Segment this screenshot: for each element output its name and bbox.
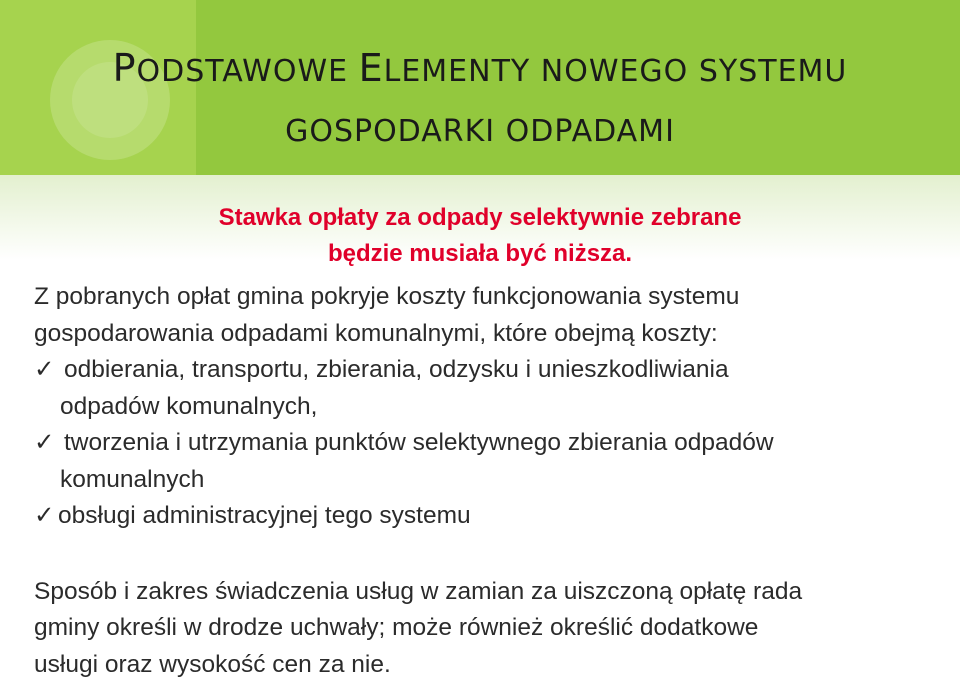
list-item-1 bbox=[34, 352, 934, 389]
list-item-1-text: odbierania, transportu, zbierania, odzysku i unieszkodliwiania bbox=[64, 356, 729, 383]
intro-line-2: gospodarowania odpadami komunalnymi, które obejmą koszty: bbox=[34, 319, 718, 347]
intro-line-1: Z pobranych opłat gmina pokryje koszty funkcjonowania systemu bbox=[34, 283, 740, 310]
slide-title-line-2: GOSPODARKI ODPADAMI bbox=[285, 114, 675, 149]
list-item-2 bbox=[34, 425, 934, 462]
list-item-3-text: obsługi administracyjnej tego systemu bbox=[58, 502, 471, 529]
title-text-a: ODSTAWOWE bbox=[136, 54, 359, 89]
list-item-3 bbox=[34, 498, 934, 535]
slide-title-line-1 bbox=[0, 38, 960, 102]
title-initial-p: P bbox=[112, 46, 137, 90]
body-text bbox=[34, 279, 934, 683]
list-item-2-continued: komunalnych bbox=[60, 465, 205, 493]
title-initial-e: E bbox=[358, 46, 384, 90]
paragraph-gap bbox=[34, 535, 934, 574]
check-icon: ✓ bbox=[34, 502, 55, 529]
check-icon: ✓ bbox=[34, 356, 55, 383]
list-item-1-continued: odpadów komunalnych, bbox=[60, 392, 318, 420]
list-item-2-text: tworzenia i utrzymania punktów selektywnego zbierania odpadów bbox=[64, 429, 774, 456]
slide-title bbox=[0, 38, 960, 162]
highlight-line-1: Stawka opłaty za odpady selektywnie zebrane bbox=[218, 204, 742, 231]
outro-line-3: usługi oraz wysokość cen za nie. bbox=[34, 650, 391, 678]
highlight-text bbox=[0, 200, 960, 272]
check-icon: ✓ bbox=[34, 429, 55, 456]
outro-line-1: Sposób i zakres świadczenia usług w zamian za uiszczoną opłatę rada bbox=[34, 577, 803, 605]
title-text-b: LEMENTY NOWEGO SYSTEMU bbox=[383, 54, 848, 89]
outro-line-2: gminy określi w drodze uchwały; może również określić dodatkowe bbox=[34, 614, 759, 641]
highlight-line-2: będzie musiała być niższa. bbox=[327, 240, 633, 267]
